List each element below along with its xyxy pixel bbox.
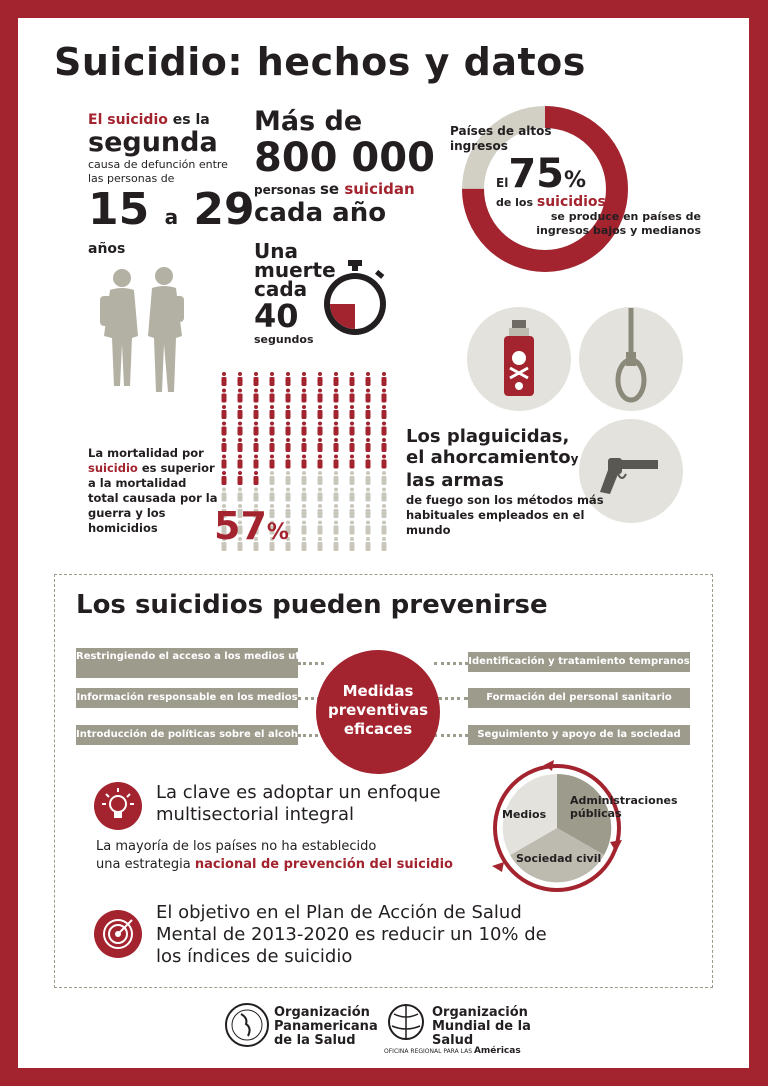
person-figure [286,455,291,469]
connector-dots [298,662,324,665]
person-figure [382,537,387,551]
mas-de-text: Más de [254,106,363,137]
ops-logo-text: Organización Panamericana de la Salud [274,1005,378,1048]
person-figure [382,389,387,403]
years-text: años [88,241,126,257]
effective-measures-circle [316,650,440,774]
person-figure [238,405,243,419]
person-figure [270,405,275,419]
person-figure [302,405,307,419]
donut-pct-sign: % [563,168,587,193]
person-figure [286,372,291,386]
person-figure [222,438,227,452]
forty-number: 40 [254,297,299,335]
objective-text: El objetivo en el Plan de Acción de Salud Mental de 2013-2020 es reducir un 10% de los índices de suicidio [156,902,547,967]
person-figure [318,471,323,485]
person-figure [334,488,339,502]
cycle-admin: Administraciones públicas [570,794,678,820]
person-figure [366,422,371,436]
es-la-text: es la [167,112,210,128]
person-figure [222,372,227,386]
person-figure [318,389,323,403]
person-figure [254,455,259,469]
person-figure [366,372,371,386]
person-figure [334,405,339,419]
donut-percent: 75 [508,151,564,197]
person-figure [318,372,323,386]
national-strategy-text [96,838,496,874]
infographic-sheet [18,18,749,1068]
person-figure [254,471,259,485]
measure-community-support: Seguimiento y apoyo de la sociedad [468,725,690,745]
person-figure [238,438,243,452]
una-text: Una [254,239,298,263]
mortality-line3: a la mortalidad total causada por la guerra y los homicidios [88,476,218,535]
noose-icon [578,306,684,412]
person-figure [302,521,307,535]
donut-text [496,151,726,238]
connector-dots [434,662,468,665]
measure-restrict-means: Restringiendo el acceso a los medios utilizados [76,648,298,678]
oms-americas: Américas [473,1046,521,1056]
person-figure [270,488,275,502]
person-figure [334,389,339,403]
person-figure [350,455,355,469]
person-figure [302,504,307,518]
center-line2: preventivas [327,701,429,719]
person-figure [366,521,371,535]
person-figure [366,471,371,485]
measure-health-training: Formación del personal sanitario [468,688,690,708]
prevention-title: Los suicidios pueden prevenirse [76,590,548,620]
person-figure [270,471,275,485]
suicidios-red: suicidios [536,194,606,210]
person-figure [270,438,275,452]
cada-text: cada [254,277,308,301]
person-figure [286,389,291,403]
person-figure [302,389,307,403]
person-figure [366,405,371,419]
person-figure [382,455,387,469]
mortality-percent [214,504,289,548]
lightbulb-circle [94,782,142,830]
personas-text: personas [254,183,320,197]
person-figure [350,422,355,436]
center-line1: Medidas [342,682,414,700]
mortality-text [88,446,218,536]
segunda-text: segunda [88,127,218,158]
key-approach-text: La clave es adoptar un enfoque multisectorial integral [156,782,441,825]
person-figure [334,455,339,469]
person-figure [318,438,323,452]
deaths-number: 800 000 [254,135,435,181]
pesticides-text: Los plaguicidas, [406,426,570,447]
person-figure [254,372,259,386]
person-figure [270,422,275,436]
person-figure [382,422,387,436]
strategy-line2: una estrategia [96,857,195,872]
hanging-text: el ahorcamiento [406,447,571,468]
target-circle [94,910,142,958]
person-figure [254,405,259,419]
measure-early-identification: Identificación y tratamiento tempranos [468,652,690,672]
cada-ano-text: cada año [254,198,387,228]
muerte-text: muerte [254,258,336,282]
suicide-red-label: El suicidio [88,112,168,128]
person-figure [382,521,387,535]
person-figure [238,471,243,485]
donut-rest-text: se produce en países de ingresos bajos y medianos [536,210,701,237]
age-fact [88,112,255,257]
mortality-line2: es superior [137,461,215,475]
lightbulb-icon [94,782,142,830]
mortality-suicide-red: suicidio [88,461,138,475]
ops-logo-icon [224,1002,270,1048]
person-figure [222,422,227,436]
person-figure [382,471,387,485]
person-figure [382,488,387,502]
pesticide-icon [466,306,572,412]
person-figure [318,455,323,469]
person-figure [382,372,387,386]
person-figure [302,471,307,485]
person-figure [286,422,291,436]
de-los-text: de los [496,196,537,209]
person-figure [270,389,275,403]
person-figure [366,537,371,551]
person-figure [238,455,243,469]
person-figure [238,372,243,386]
person-figure [222,389,227,403]
person-figure [270,372,275,386]
person-figure [302,537,307,551]
se-text: se [320,180,345,198]
person-figure [334,372,339,386]
people-silhouette-icon [94,266,204,400]
person-figure [366,389,371,403]
person-figure [238,422,243,436]
person-figure [350,389,355,403]
person-figure [286,471,291,485]
person-figure [286,438,291,452]
person-figure [254,422,259,436]
person-figure [334,537,339,551]
person-figure [350,471,355,485]
cycle-sociedad: Sociedad civil [516,852,602,865]
methods-desc: de fuego son los métodos más habituales empleados en el mundo [406,493,604,537]
suicidan-text: suicidan [344,180,415,198]
person-figure [334,422,339,436]
person-figure [318,521,323,535]
connector-dots [438,697,468,700]
stopwatch-icon [320,258,390,338]
deaths-fact [254,108,434,228]
page-title: Suicidio: hechos y datos [54,40,586,84]
person-figure [334,471,339,485]
person-figure [286,405,291,419]
person-figure [366,455,371,469]
person-figure [302,488,307,502]
target-icon [94,910,142,958]
person-figure [350,438,355,452]
person-figure [366,488,371,502]
methods-text [406,426,606,538]
person-figure [302,455,307,469]
person-figure [382,438,387,452]
person-figure [334,521,339,535]
person-figure [350,372,355,386]
person-figure [334,504,339,518]
multisector-cycle-diagram [482,760,632,896]
cycle-medios: Medios [502,808,547,821]
oms-logo-text: Organización Mundial de la Salud [432,1005,531,1048]
segundos-text: segundos [254,333,314,346]
person-figure [302,372,307,386]
person-figure [382,504,387,518]
mortality-line1: La mortalidad por [88,446,204,460]
person-figure [318,405,323,419]
measure-responsible-media: Información responsable en los medios [76,688,298,708]
age-from: 15 [88,184,150,235]
strategy-red: nacional de prevención del suicidio [194,857,453,872]
person-figure [302,438,307,452]
person-figure [318,504,323,518]
person-figure [366,504,371,518]
oms-logo-icon [384,1000,428,1044]
percent-57: 57 [214,504,267,548]
person-figure [222,471,227,485]
person-figure [238,488,243,502]
y-text: y [570,452,579,466]
age-conj: a [164,205,179,229]
person-figure [302,422,307,436]
person-figure [238,389,243,403]
person-figure [270,455,275,469]
age-range [88,184,255,241]
person-figure [222,455,227,469]
person-figure [318,488,323,502]
age-to: 29 [193,184,255,235]
high-income-label: Países de altos ingresos [450,124,552,153]
oms-logo-subtext [384,1046,521,1056]
person-figure [254,438,259,452]
person-figure [318,422,323,436]
center-line3: eficaces [343,720,413,738]
person-figure [334,438,339,452]
person-figure [350,521,355,535]
person-figure [350,504,355,518]
percent-57-sign: % [266,520,289,545]
weapons-text: las armas [406,470,504,491]
person-figure [254,389,259,403]
person-figure [286,488,291,502]
el-text: El [496,176,509,190]
person-figure [366,438,371,452]
person-figure [350,488,355,502]
person-figure [222,405,227,419]
person-figure [222,488,227,502]
person-figure [350,405,355,419]
strategy-line1: La mayoría de los países no ha establecido [96,839,377,854]
person-figure [254,488,259,502]
oms-sub: OFICINA REGIONAL PARA LAS [384,1048,473,1055]
person-figure [382,405,387,419]
person-figure [318,537,323,551]
person-figure [350,537,355,551]
cause-text: causa de defunción entre las personas de [88,158,228,185]
measure-alcohol-policy: Introducción de políticas sobre el alcohol [76,725,298,745]
